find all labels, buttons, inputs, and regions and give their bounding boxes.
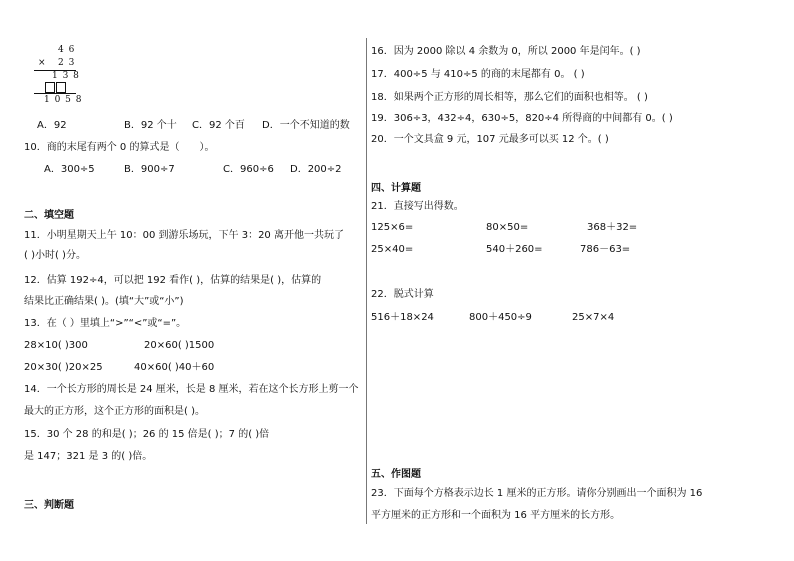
calc-1: 125×6= — [371, 222, 414, 233]
q12-line-1: 12．估算 192÷4，可以把 192 看作( )，估算的结果是( )，估算的 — [24, 275, 322, 286]
section-5-title: 五、作图题 — [371, 469, 421, 480]
q11-line-2: ( )小时( )分。 — [24, 250, 86, 261]
q9-option-d[interactable]: D．一个不知道的数 — [262, 120, 350, 131]
q13-item-2: 20×60( )1500 — [144, 340, 215, 351]
q22-text: 22．脱式计算 — [371, 289, 434, 300]
q13-item-1: 28×10( )300 — [24, 340, 88, 351]
q10-option-a[interactable]: A．300÷5 — [44, 164, 95, 175]
mult-second: 2 3 — [58, 58, 76, 68]
calc-8: 800＋450÷9 — [469, 312, 532, 323]
mult-top: 4 6 — [58, 45, 76, 55]
q20-text: 20．一个文具盒 9 元，107 元最多可以买 12 个。( ) — [371, 134, 609, 145]
q9-option-b[interactable]: B．92 个十 — [124, 120, 177, 131]
q18-text: 18．如果两个正方形的周长相等，那么它们的面积也相等。 ( ) — [371, 92, 648, 103]
q21-text: 21．直接写出得数。 — [371, 201, 464, 212]
q12-line-2: 结果比正确结果( )。(填“大”或“小”) — [24, 296, 184, 307]
q10-option-d[interactable]: D．200÷2 — [290, 164, 342, 175]
calc-6: 786－63= — [580, 244, 631, 255]
mult-result: 1 0 5 8 — [44, 95, 83, 105]
q13-item-3: 20×30( )20×25 — [24, 362, 103, 373]
section-2-title: 二、填空题 — [24, 210, 74, 221]
blank-box-2[interactable] — [56, 82, 66, 93]
q13-text: 13．在（ ）里填上“>”“<”或“=”。 — [24, 318, 187, 329]
q9-option-c[interactable]: C．92 个百 — [192, 120, 245, 131]
calc-7: 516＋18×24 — [371, 312, 434, 323]
q11-line-1: 11．小明星期天上午 10：00 到游乐场玩，下午 3：20 离开他一共玩了 — [24, 230, 344, 241]
q9-option-a[interactable]: A．92 — [37, 120, 67, 131]
calc-9: 25×7×4 — [572, 312, 615, 323]
times-sign: × — [38, 58, 47, 68]
q13-item-4: 40×60( )40＋60 — [134, 362, 215, 373]
calc-3: 368＋32= — [587, 222, 638, 233]
q15-line-1: 15．30 个 28 的和是( )；26 的 15 倍是( )；7 的( )倍 — [24, 429, 270, 440]
q23-line-1: 23．下面每个方格表示边长 1 厘米的正方形。请你分别画出一个面积为 16 — [371, 488, 703, 499]
calc-4: 25×40= — [371, 244, 414, 255]
blank-box-1[interactable] — [45, 82, 55, 93]
q19-text: 19．306÷3，432÷4，630÷5，820÷4 所得商的中间都有 0。( ) — [371, 113, 673, 124]
q16-text: 16．因为 2000 除以 4 余数为 0，所以 2000 年是闰年。( ) — [371, 46, 641, 57]
q14-line-1: 14．一个长方形的周长是 24 厘米，长是 8 厘米，若在这个长方形上剪一个 — [24, 384, 359, 395]
calc-5: 540＋260= — [486, 244, 543, 255]
section-3-title: 三、判断题 — [24, 500, 74, 511]
q10-option-b[interactable]: B．900÷7 — [124, 164, 175, 175]
q15-line-2: 是 147；321 是 3 的( )倍。 — [24, 451, 153, 462]
q23-line-2: 平方厘米的正方形和一个面积为 16 平方厘米的长方形。 — [371, 510, 621, 521]
section-4-title: 四、计算题 — [371, 183, 421, 194]
q10-text: 10．商的末尾有两个 0 的算式是（ ）。 — [24, 142, 215, 153]
q10-option-c[interactable]: C．960÷6 — [223, 164, 274, 175]
column-divider — [366, 38, 367, 524]
mult-partial: 1 3 8 — [52, 71, 80, 81]
q14-line-2: 最大的正方形，这个正方形的面积是( )。 — [24, 406, 205, 417]
q17-text: 17．400÷5 与 410÷5 的商的末尾都有 0。 ( ) — [371, 69, 585, 80]
calc-2: 80×50= — [486, 222, 529, 233]
